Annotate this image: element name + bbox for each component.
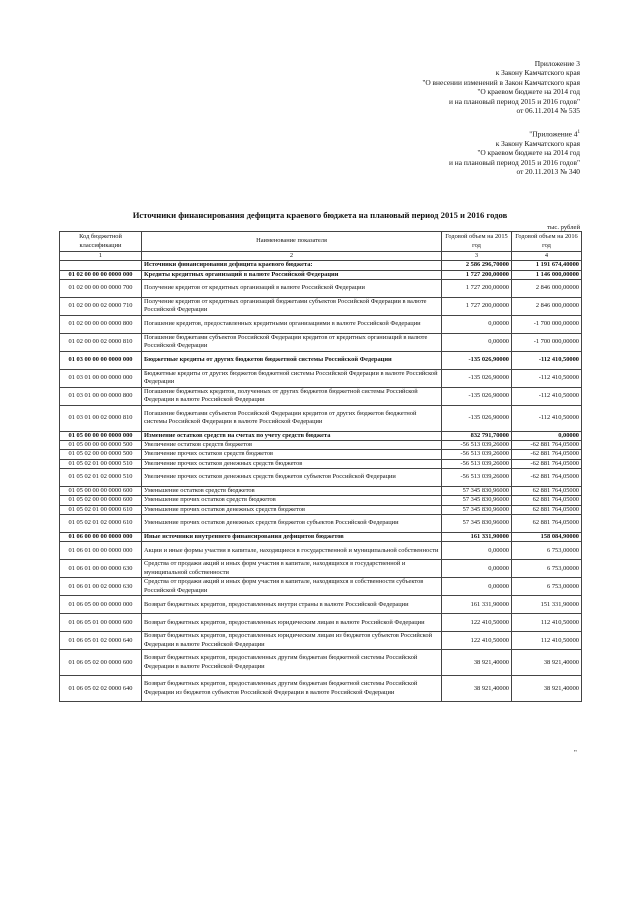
header-line-text: "О внесении изменений в Закон Камчатского края [422, 77, 580, 87]
table-row [60, 505, 582, 514]
row-name: Увеличение остатков средств бюджетов [142, 441, 442, 450]
row-name: Уменьшение прочих остатков средств бюджетов [142, 496, 442, 505]
column-header-2016: Годовой объем на 2016 год [512, 232, 582, 252]
column-number-row [60, 252, 582, 261]
table-row [60, 632, 582, 650]
row-value-2015: 38 921,40000 [442, 650, 512, 676]
row-value-2015: 832 791,70000 [442, 431, 512, 440]
row-code: 01 05 02 01 00 0000 610 [60, 505, 142, 514]
row-value-2016: 62 881 764,05000 [512, 514, 582, 532]
row-value-2016: -62 881 764,05000 [512, 459, 582, 468]
row-value-2015: 57 345 830,96000 [442, 487, 512, 496]
budget-sources-table [59, 231, 582, 702]
row-name: Уменьшение прочих остатков денежных средств бюджетов [142, 505, 442, 514]
table-body [60, 261, 582, 702]
row-code: 01 05 00 00 00 0000 000 [60, 431, 142, 440]
row-code: 01 06 05 00 00 0000 000 [60, 596, 142, 614]
row-value-2016: 1 191 674,40000 [512, 261, 582, 270]
row-code: 01 06 05 01 02 0000 640 [60, 632, 142, 650]
row-name: Погашение бюджетами субъектов Российской Федерации кредитов от других бюджетов бюджетной системы Российской Федерации в валюте Российской Федерации [142, 405, 442, 431]
row-code: 01 05 00 00 00 0000 600 [60, 487, 142, 496]
row-value-2016: -1 700 000,00000 [512, 315, 582, 333]
row-code: 01 02 00 00 00 0000 000 [60, 270, 142, 279]
column-number: 2 [142, 252, 442, 261]
superscript-mark: 1 [577, 130, 580, 135]
row-value-2015: -135 026,90000 [442, 387, 512, 405]
header-line [449, 148, 580, 157]
row-value-2015: 57 345 830,96000 [442, 505, 512, 514]
row-value-2015: 0,00000 [442, 542, 512, 560]
header-line [422, 59, 580, 68]
header-line [422, 97, 580, 106]
row-value-2015: 0,00000 [442, 333, 512, 351]
row-value-2016: -112 410,50000 [512, 405, 582, 431]
header-line-text: "О краевом бюджете на 2014 год [477, 148, 580, 158]
row-value-2016: 0,00000 [512, 431, 582, 440]
row-value-2016: -62 881 764,05000 [512, 469, 582, 487]
header-line [422, 68, 580, 77]
row-value-2015: 1 727 200,00000 [442, 270, 512, 279]
row-value-2015: 38 921,40000 [442, 676, 512, 702]
row-value-2015: -135 026,90000 [442, 351, 512, 369]
row-name: Получение кредитов от кредитных организаций бюджетами субъектов Российской Федерации в валюте Российской Федерации [142, 297, 442, 315]
row-value-2016: 38 921,40000 [512, 650, 582, 676]
row-value-2016: 6 753,00000 [512, 542, 582, 560]
column-number: 3 [442, 252, 512, 261]
row-code: 01 03 01 00 02 0000 810 [60, 405, 142, 431]
row-name: Увеличение прочих остатков денежных средств бюджетов [142, 459, 442, 468]
table-row [60, 469, 582, 487]
table-row [60, 596, 582, 614]
table-row [60, 297, 582, 315]
row-value-2016: 2 846 000,00000 [512, 297, 582, 315]
table-row [60, 542, 582, 560]
table-row [60, 450, 582, 459]
table-row [60, 369, 582, 387]
row-value-2016: 158 084,90000 [512, 532, 582, 541]
row-code: 01 06 05 02 02 0000 640 [60, 676, 142, 702]
row-value-2015: 161 331,90000 [442, 596, 512, 614]
row-code: 01 05 02 01 00 0000 510 [60, 459, 142, 468]
row-name: Увеличение прочих остатков денежных средств бюджетов субъектов Российской Федерации [142, 469, 442, 487]
table-row [60, 333, 582, 351]
row-value-2016: 1 146 000,00000 [512, 270, 582, 279]
row-value-2016: 6 753,00000 [512, 560, 582, 578]
header-line [449, 158, 580, 167]
row-value-2016: 6 753,00000 [512, 578, 582, 596]
row-name: Изменение остатков средств на счетах по учету средств бюджета [142, 431, 442, 440]
row-name: Кредиты кредитных организаций в валюте Российской Федерации [142, 270, 442, 279]
table-row [60, 441, 582, 450]
table-header-row [60, 232, 582, 252]
table-row [60, 532, 582, 541]
row-name: Акции и иные формы участия в капитале, находящиеся в государственной и муниципальной собственности [142, 542, 442, 560]
table-row [60, 514, 582, 532]
table-row [60, 315, 582, 333]
row-value-2015: -56 513 039,26000 [442, 441, 512, 450]
row-value-2015: 57 345 830,96000 [442, 514, 512, 532]
row-value-2016: -1 700 000,00000 [512, 333, 582, 351]
row-name: Погашение бюджетами субъектов Российской Федерации кредитов от кредитных организаций в валюте Российской Федерации [142, 333, 442, 351]
row-code: 01 05 02 00 00 0000 500 [60, 450, 142, 459]
row-value-2015: 161 331,90000 [442, 532, 512, 541]
document-title: Источники финансирования дефицита краевого бюджета на плановый период 2015 и 2016 годов [132, 210, 508, 220]
column-header-name: Наименование показателя [142, 232, 442, 252]
row-value-2016: -112 410,50000 [512, 351, 582, 369]
row-value-2015: 0,00000 [442, 560, 512, 578]
row-code: 01 02 00 00 00 0000 700 [60, 279, 142, 297]
row-name: Источники финансирования дефицита краевого бюджета: [142, 261, 442, 270]
header-line-text: от 20.11.2013 № 340 [516, 167, 580, 177]
row-name: Возврат бюджетных кредитов, предоставленных другим бюджетам бюджетной системы Российской Федерации из бюджетов субъектов Российской Федерации в валюте Российской Федерации [142, 676, 442, 702]
row-value-2016: 62 881 764,05000 [512, 487, 582, 496]
row-value-2015: 122 410,50000 [442, 614, 512, 632]
row-value-2016: 112 410,50000 [512, 632, 582, 650]
row-name: Увеличение прочих остатков средств бюджетов [142, 450, 442, 459]
table-row [60, 261, 582, 270]
row-name: Погашение кредитов, предоставленных кредитными организациями в валюте Российской Федерации [142, 315, 442, 333]
row-value-2015: -135 026,90000 [442, 405, 512, 431]
column-number: 1 [60, 252, 142, 261]
row-value-2015: 0,00000 [442, 315, 512, 333]
row-value-2016: 2 846 000,00000 [512, 279, 582, 297]
table-row [60, 459, 582, 468]
row-name: Возврат бюджетных кредитов, предоставленных юридическим лицам из бюджетов субъектов Российской Федерации в валюте Российской Федерации [142, 632, 442, 650]
row-code: 01 03 00 00 00 0000 000 [60, 351, 142, 369]
row-code: 01 06 00 00 00 0000 000 [60, 532, 142, 541]
row-name: Средства от продажи акций и иных форм участия в капитале, находящихся в государственной и муниципальной собственности [142, 560, 442, 578]
row-value-2016: 38 921,40000 [512, 676, 582, 702]
row-code: 01 05 00 00 00 0000 500 [60, 441, 142, 450]
row-code: 01 06 05 02 00 0000 600 [60, 650, 142, 676]
header-line [449, 167, 580, 176]
row-value-2015: -56 513 039,26000 [442, 450, 512, 459]
row-code: 01 06 01 00 00 0000 630 [60, 560, 142, 578]
header-line [449, 128, 580, 139]
header-line-text: "О краевом бюджете на 2014 год [477, 87, 580, 97]
units-label: тыс. рублей [547, 224, 580, 231]
row-code [60, 261, 142, 270]
table-row [60, 387, 582, 405]
table-row [60, 487, 582, 496]
row-name: Погашение бюджетных кредитов, полученных от других бюджетов бюджетной системы Российской Федерации в валюте Российской Федерации [142, 387, 442, 405]
row-name: Уменьшение остатков средств бюджетов [142, 487, 442, 496]
column-header-code: Код бюджетной классификации [60, 232, 142, 252]
column-header-2015: Годовой объем на 2015 год [442, 232, 512, 252]
table-row [60, 676, 582, 702]
row-value-2015: 1 727 200,00000 [442, 297, 512, 315]
row-name: Возврат бюджетных кредитов, предоставленных другим бюджетам бюджетной системы Российской Федерации в валюте Российской Федерации [142, 650, 442, 676]
law-reference-appendix-3 [422, 59, 580, 115]
table-row [60, 431, 582, 440]
row-name: Средства от продажи акций и иных форм участия в капитале, находящихся в собственности субъектов Российской Федерации [142, 578, 442, 596]
header-line [449, 139, 580, 148]
row-code: 01 03 01 00 00 0000 000 [60, 369, 142, 387]
table-row [60, 405, 582, 431]
table-row [60, 578, 582, 596]
row-code: 01 05 02 01 02 0000 610 [60, 514, 142, 532]
header-line-text: от 06.11.2014 № 535 [516, 106, 580, 116]
row-value-2016: 62 881 764,05000 [512, 496, 582, 505]
row-value-2015: 2 586 296,70000 [442, 261, 512, 270]
row-name: Бюджетные кредиты от других бюджетов бюджетной системы Российской Федерации в валюте Российской Федерации [142, 369, 442, 387]
row-value-2016: 151 331,90000 [512, 596, 582, 614]
row-value-2015: 122 410,50000 [442, 632, 512, 650]
row-value-2015: 0,00000 [442, 578, 512, 596]
row-value-2016: -62 881 764,05000 [512, 441, 582, 450]
row-code: 01 05 02 01 02 0000 510 [60, 469, 142, 487]
header-line [422, 87, 580, 96]
row-code: 01 03 01 00 00 0000 800 [60, 387, 142, 405]
header-line-text: "Приложение 4 [529, 129, 578, 139]
row-code: 01 06 05 01 00 0000 600 [60, 614, 142, 632]
header-line-text: к Закону Камчатского края [495, 138, 580, 148]
row-value-2016: 62 881 764,05000 [512, 505, 582, 514]
row-code: 01 02 00 00 00 0000 800 [60, 315, 142, 333]
table-row [60, 351, 582, 369]
header-line [422, 106, 580, 115]
row-code: 01 06 01 00 02 0000 630 [60, 578, 142, 596]
header-line-text: к Закону Камчатского края [495, 68, 580, 78]
row-name: Получение кредитов от кредитных организаций в валюте Российской Федерации [142, 279, 442, 297]
table-row [60, 279, 582, 297]
header-line-text: Приложение 3 [534, 59, 580, 68]
row-code: 01 02 00 00 02 0000 710 [60, 297, 142, 315]
header-line-text: и на плановый период 2015 и 2016 годов" [448, 96, 580, 106]
row-value-2016: -62 881 764,05000 [512, 450, 582, 459]
row-code: 01 05 02 00 00 0000 600 [60, 496, 142, 505]
row-value-2015: 57 345 830,96000 [442, 496, 512, 505]
header-line [422, 78, 580, 87]
table-row [60, 270, 582, 279]
row-value-2016: -112 410,50000 [512, 369, 582, 387]
closing-quote-mark: " [574, 749, 577, 757]
row-name: Возврат бюджетных кредитов, предоставленных внутри страны в валюте Российской Федерации [142, 596, 442, 614]
row-name: Возврат бюджетных кредитов, предоставленных юридическим лицам в валюте Российской Федерации [142, 614, 442, 632]
header-line-text: и на плановый период 2015 и 2016 годов" [448, 157, 580, 167]
row-name: Иные источники внутреннего финансирования дефицитов бюджетов [142, 532, 442, 541]
table-row [60, 560, 582, 578]
row-code: 01 02 00 00 02 0000 810 [60, 333, 142, 351]
row-value-2015: -135 026,90000 [442, 369, 512, 387]
law-reference-appendix-4 [449, 128, 580, 177]
table-row [60, 650, 582, 676]
row-value-2015: -56 513 039,26000 [442, 469, 512, 487]
row-value-2016: -112 410,50000 [512, 387, 582, 405]
row-name: Уменьшение прочих остатков денежных средств бюджетов субъектов Российской Федерации [142, 514, 442, 532]
row-name: Бюджетные кредиты от других бюджетов бюджетной системы Российской Федерации [142, 351, 442, 369]
row-value-2015: 1 727 200,00000 [442, 279, 512, 297]
column-number: 4 [512, 252, 582, 261]
table-row [60, 614, 582, 632]
row-code: 01 06 01 00 00 0000 000 [60, 542, 142, 560]
row-value-2015: -56 513 039,26000 [442, 459, 512, 468]
row-value-2016: 112 410,50000 [512, 614, 582, 632]
table-row [60, 496, 582, 505]
